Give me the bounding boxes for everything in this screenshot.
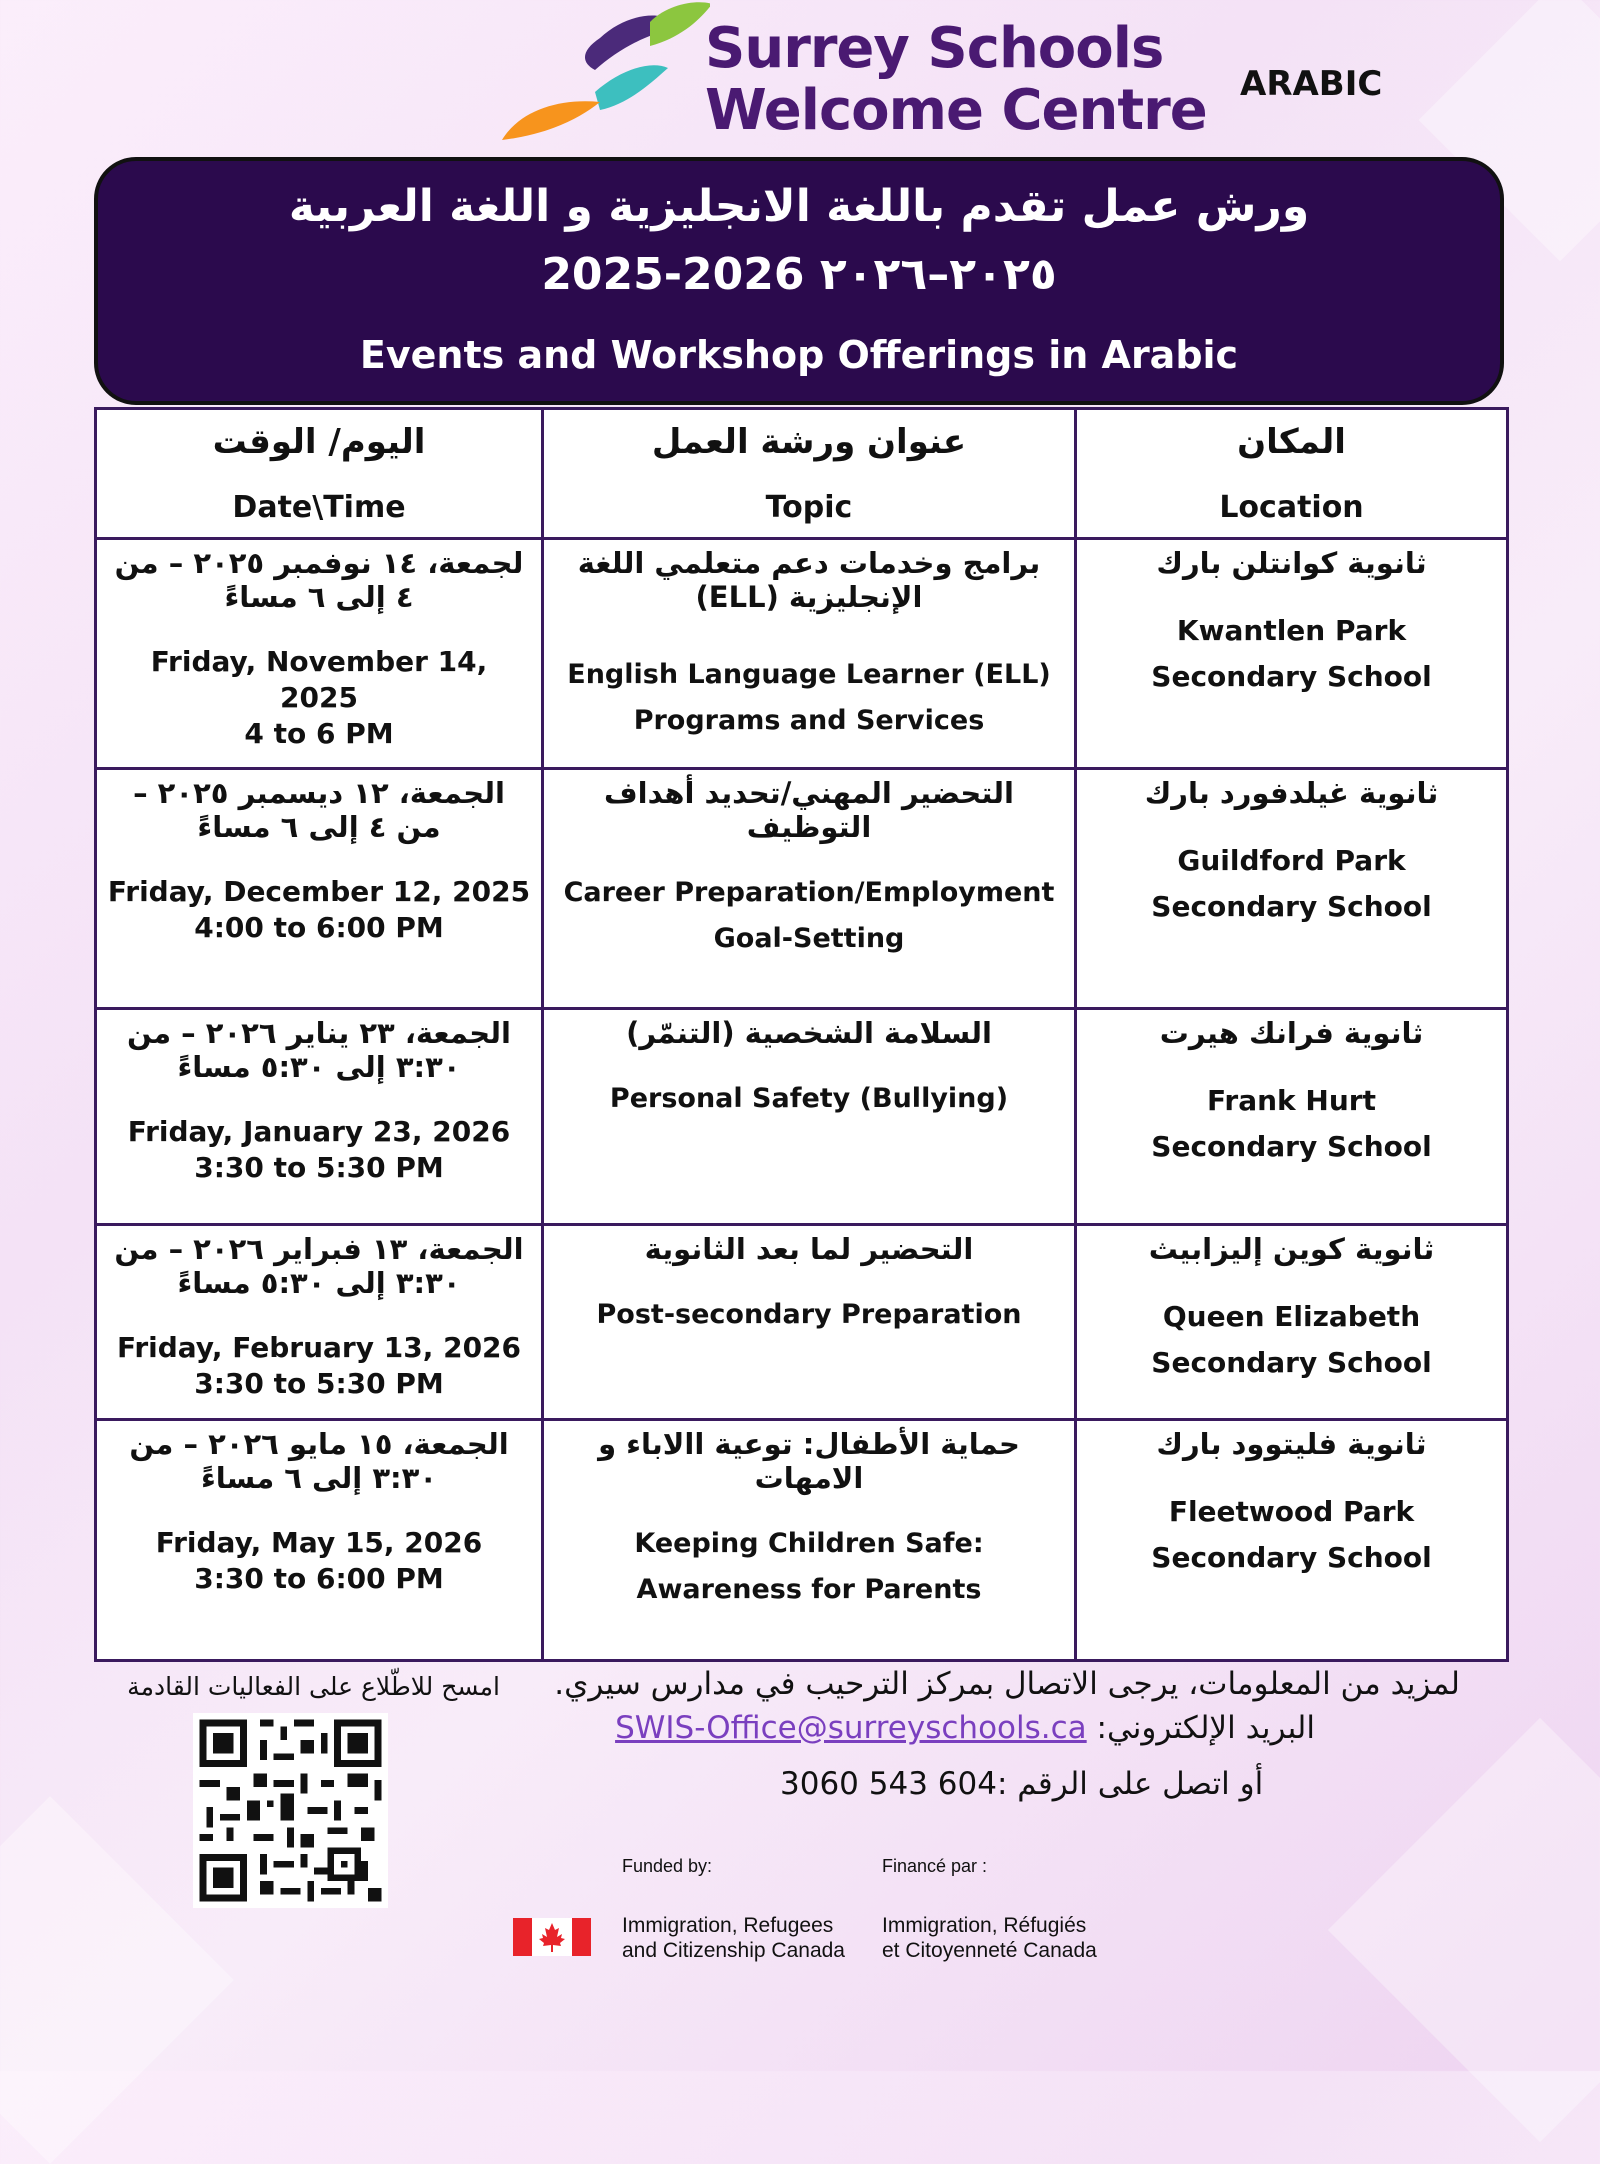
- date-en-day: Friday, December 12, 2025: [107, 875, 531, 908]
- ircc-english-line1: Immigration, Refugees: [622, 1914, 834, 1937]
- location-ar: ثانوية فرانك هيرت: [1159, 1016, 1424, 1050]
- location-cell: [1076, 539, 1508, 769]
- topic-en: Career Preparation/Employment Goal-Setting: [563, 877, 1055, 954]
- location-en: [1087, 1078, 1496, 1170]
- title-banner: [94, 157, 1504, 405]
- location-en-type: Secondary School: [1151, 890, 1432, 923]
- date-cell: [96, 1009, 543, 1225]
- location-en-type: Secondary School: [1151, 660, 1432, 693]
- funded-by-label: Funded by:: [622, 1856, 713, 1876]
- location-en: [1087, 608, 1496, 700]
- location-ar: ثانوية كوين إليزابيث: [1148, 1232, 1435, 1266]
- ircc-english: [622, 1913, 845, 1963]
- background-shape: [1328, 1718, 1600, 2142]
- topic-en: Post-secondary Preparation: [596, 1299, 1022, 1330]
- topic-cell: [543, 1009, 1076, 1225]
- location-en-type: Secondary School: [1151, 1346, 1432, 1379]
- header-location-ar: المكان: [1237, 422, 1346, 462]
- topic-cell: [543, 539, 1076, 769]
- location-cell: [1076, 1225, 1508, 1420]
- header-date-en: Date\Time: [232, 490, 406, 525]
- date-ar: الجمعة، ٢٣ يناير ٢٠٢٦ – من ٣:٣٠ إلى ٥:٣٠ مساءً: [127, 1016, 511, 1084]
- topic-en: Keeping Children Safe: Awareness for Parents: [634, 1528, 984, 1605]
- topic-ar: حماية الأطفال: توعية االاباء و الامهات: [598, 1427, 1020, 1495]
- table-row: [96, 1009, 1508, 1225]
- location-cell: [1076, 769, 1508, 1009]
- finance-par-label: Financé par :: [882, 1856, 988, 1876]
- date-ar: لجمعة، ١٤ نوفمبر ٢٠٢٥ – من ٤ إلى ٦ مساءً: [114, 546, 524, 614]
- date-en-day: Friday, January 23, 2026: [127, 1115, 511, 1148]
- header-location-en: Location: [1219, 490, 1364, 525]
- location-en-name: Kwantlen Park: [1176, 614, 1407, 647]
- location-ar: ثانوية فليتوود بارك: [1156, 1427, 1427, 1461]
- logo-line2: Welcome Centre: [705, 78, 1207, 143]
- date-cell: [96, 1225, 543, 1420]
- location-en-type: Secondary School: [1151, 1541, 1432, 1574]
- banner-title-arabic: ورش عمل تقدم باللغة الانجليزية و اللغة العربية: [288, 181, 1310, 232]
- table-row: [96, 1420, 1508, 1661]
- location-cell: [1076, 1420, 1508, 1661]
- date-en-time: 3:30 to 6:00 PM: [194, 1562, 444, 1595]
- header-topic-en: Topic: [765, 490, 853, 525]
- location-en: [1087, 1489, 1496, 1581]
- date-en-day: Friday, November 14, 2025: [150, 645, 488, 714]
- location-en-name: Guildford Park: [1177, 844, 1406, 877]
- banner-title-english: Events and Workshop Offerings in Arabic: [359, 333, 1239, 377]
- date-en: [107, 644, 531, 752]
- email-label: البريد الإلكتروني:: [1086, 1710, 1315, 1746]
- location-ar: ثانوية غيلدفورد بارك: [1144, 776, 1439, 810]
- header-date-ar: اليوم/ الوقت: [212, 422, 426, 462]
- phone-line: أو اتصل على الرقم :604 543 3060: [780, 1766, 1264, 1802]
- date-en: [107, 1114, 531, 1186]
- date-cell: [96, 539, 543, 769]
- date-en-time: 3:30 to 5:30 PM: [194, 1367, 444, 1400]
- scan-instruction: امسح للاطّلاع على الفعاليات القادمة: [127, 1672, 500, 1701]
- date-en: [107, 1525, 531, 1597]
- topic-cell: [543, 1225, 1076, 1420]
- date-en: [107, 874, 531, 946]
- date-en-day: Friday, May 15, 2026: [155, 1526, 483, 1559]
- date-ar: الجمعة، ١٥ مايو ٢٠٢٦ – من ٣:٣٠ إلى ٦ مساءً: [129, 1427, 509, 1495]
- date-en-time: 3:30 to 5:30 PM: [194, 1151, 444, 1184]
- header-topic-ar: عنوان ورشة العمل: [651, 422, 967, 462]
- location-en-name: Frank Hurt: [1207, 1084, 1376, 1117]
- qr-code-icon: [193, 1713, 388, 1908]
- topic-ar: التحضير المهني/تحديد أهداف التوظيف: [603, 776, 1014, 844]
- date-en-time: 4:00 to 6:00 PM: [194, 911, 444, 944]
- location-en: [1087, 1294, 1496, 1386]
- logo-line1: Surrey Schools: [705, 16, 1164, 81]
- header-topic: [543, 409, 1076, 539]
- location-en-type: Secondary School: [1151, 1130, 1432, 1163]
- logo: [500, 0, 1207, 150]
- topic-cell: [543, 1420, 1076, 1661]
- location-en: [1087, 838, 1496, 930]
- events-table: [94, 407, 1509, 1662]
- logo-title: [705, 18, 1207, 142]
- table-row: [96, 1225, 1508, 1420]
- location-en-name: Fleetwood Park: [1168, 1495, 1415, 1528]
- logo-leaves-icon: [500, 0, 710, 150]
- header-location: [1076, 409, 1508, 539]
- date-ar: الجمعة، ١٣ فبراير ٢٠٢٦ – من ٣:٣٠ إلى ٥:٣٠ مساءً: [114, 1232, 524, 1300]
- language-label: ARABIC: [1240, 64, 1383, 104]
- table-row: [96, 539, 1508, 769]
- location-cell: [1076, 1009, 1508, 1225]
- canada-flag-icon: [513, 1918, 591, 1956]
- contact-text: لمزيد من المعلومات، يرجى الاتصال بمركز الترحيب في مدارس سيري.: [554, 1666, 1460, 1702]
- email-link[interactable]: SWIS-Office@surreyschools.ca: [615, 1710, 1087, 1746]
- topic-ar: التحضير لما بعد الثانوية: [644, 1232, 974, 1266]
- date-en-day: Friday, February 13, 2026: [116, 1331, 522, 1364]
- header-date-time: [96, 409, 543, 539]
- date-ar: الجمعة، ١٢ ديسمبر ٢٠٢٥ – من ٤ إلى ٦ مساءً: [133, 776, 505, 844]
- date-en: [107, 1330, 531, 1402]
- ircc-french-line1: Immigration, Réfugiés: [882, 1914, 1087, 1937]
- topic-cell: [543, 769, 1076, 1009]
- date-cell: [96, 769, 543, 1009]
- location-en-name: Queen Elizabeth: [1162, 1300, 1421, 1333]
- table-row: [96, 769, 1508, 1009]
- contact-info: [530, 1662, 1460, 1750]
- email-line: [530, 1706, 1460, 1750]
- qr-code[interactable]: [193, 1713, 388, 1908]
- banner-years: 2025-2026 ٢٠٢٥–٢٠٢٦: [541, 249, 1057, 300]
- date-en-time: 4 to 6 PM: [244, 717, 394, 750]
- topic-en: English Language Learner (ELL) Programs and Services: [567, 659, 1051, 736]
- location-ar: ثانوية كوانتلن بارك: [1156, 546, 1427, 580]
- ircc-english-line2: and Citizenship Canada: [622, 1939, 845, 1962]
- ircc-french-line2: et Citoyenneté Canada: [882, 1939, 1097, 1962]
- topic-en: Personal Safety (Bullying): [609, 1083, 1009, 1114]
- date-cell: [96, 1420, 543, 1661]
- table-header-row: [96, 409, 1508, 539]
- ircc-french: [882, 1913, 1097, 1963]
- topic-ar: برامج وخدمات دعم متعلمي اللغة الإنجليزية (ELL): [577, 546, 1041, 614]
- topic-ar: السلامة الشخصية (التنمّر): [626, 1016, 992, 1050]
